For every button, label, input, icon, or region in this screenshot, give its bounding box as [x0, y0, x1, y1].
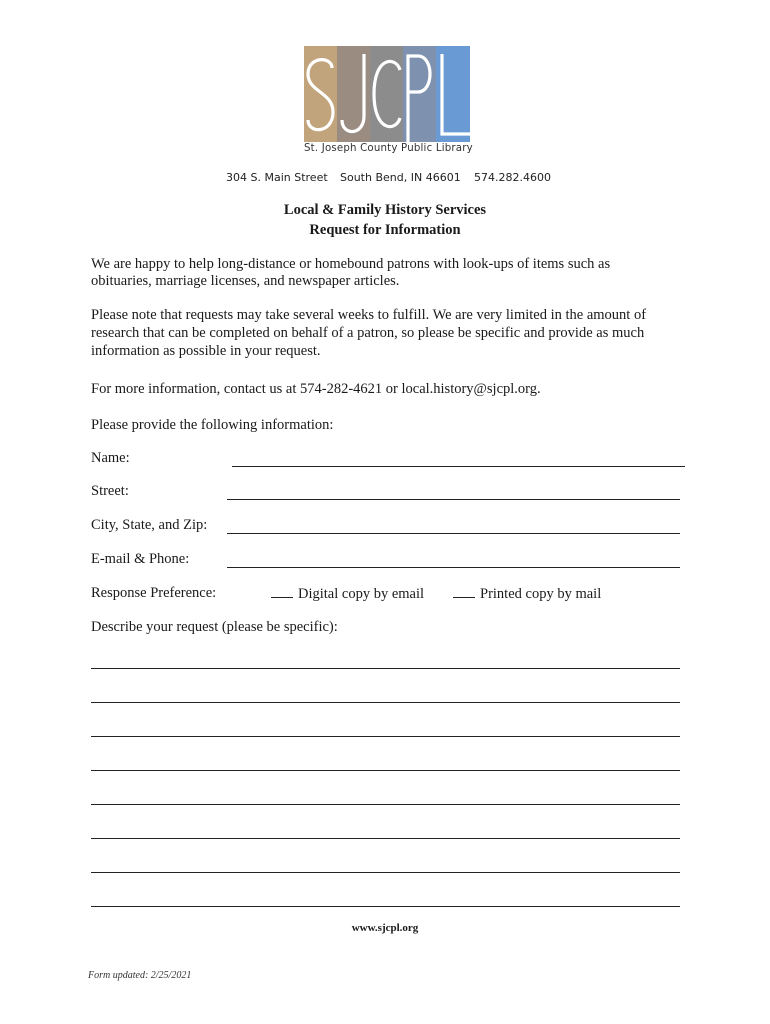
title-line-1: Local & Family History Services: [283, 202, 487, 218]
name-label: Name:: [91, 450, 130, 466]
name-field[interactable]: [232, 466, 685, 467]
address-phone: 574.282.4600: [474, 171, 551, 184]
request-line-4[interactable]: [91, 770, 680, 771]
form-updated-date: Form updated: 2/25/2021: [88, 970, 192, 981]
describe-request-label: Describe your request (please be specific):: [91, 619, 338, 635]
instructions-paragraph: Please provide the following information:: [91, 417, 334, 433]
option-digital-label: Digital copy by email: [298, 586, 425, 602]
request-line-5[interactable]: [91, 804, 680, 805]
contact-paragraph: For more information, contact us at 574-282-4621 or local.history@sjcpl.org.: [91, 381, 541, 397]
address-street: 304 S. Main Street: [226, 171, 328, 184]
intro-paragraph-2-line-2: research that can be completed on behalf of a patron, so please be specific and provide as much: [91, 325, 645, 341]
address-city: South Bend, IN 46601: [340, 171, 461, 184]
request-line-1[interactable]: [91, 668, 680, 669]
option-digital-copy[interactable]: [271, 585, 424, 603]
website-link[interactable]: www.sjcpl.org: [351, 922, 419, 934]
option-printed-copy[interactable]: [453, 585, 601, 603]
library-name: St. Joseph County Public Library: [304, 143, 473, 154]
response-preference-label: Response Preference:: [91, 585, 217, 601]
request-line-2[interactable]: [91, 702, 680, 703]
street-field[interactable]: [227, 499, 680, 500]
intro-paragraph-2-line-3: information as possible in your request.: [91, 343, 321, 359]
digital-copy-checkbox-blank[interactable]: [271, 585, 293, 598]
intro-paragraph-2-line-1: Please note that requests may take several weeks to fulfill. We are very limited in the amount of: [91, 307, 647, 323]
printed-copy-checkbox-blank[interactable]: [453, 585, 475, 598]
city-state-zip-field[interactable]: [227, 533, 680, 534]
city-state-zip-label: City, State, and Zip:: [91, 517, 208, 533]
option-print-label: Printed copy by mail: [480, 586, 602, 602]
title-line-2: Request for Information: [309, 222, 461, 238]
email-phone-field[interactable]: [227, 567, 680, 568]
street-label: Street:: [91, 483, 129, 499]
intro-paragraph-1-line-2: obituaries, marriage licenses, and newspaper articles.: [91, 273, 400, 289]
request-line-6[interactable]: [91, 838, 680, 839]
intro-paragraph-1-line-1: We are happy to help long-distance or homebound patrons with look-ups of items such as: [91, 256, 611, 272]
request-line-7[interactable]: [91, 872, 680, 873]
request-line-8[interactable]: [91, 906, 680, 907]
request-line-3[interactable]: [91, 736, 680, 737]
email-phone-label: E-mail & Phone:: [91, 551, 190, 567]
sjcpl-logo: [304, 46, 470, 142]
